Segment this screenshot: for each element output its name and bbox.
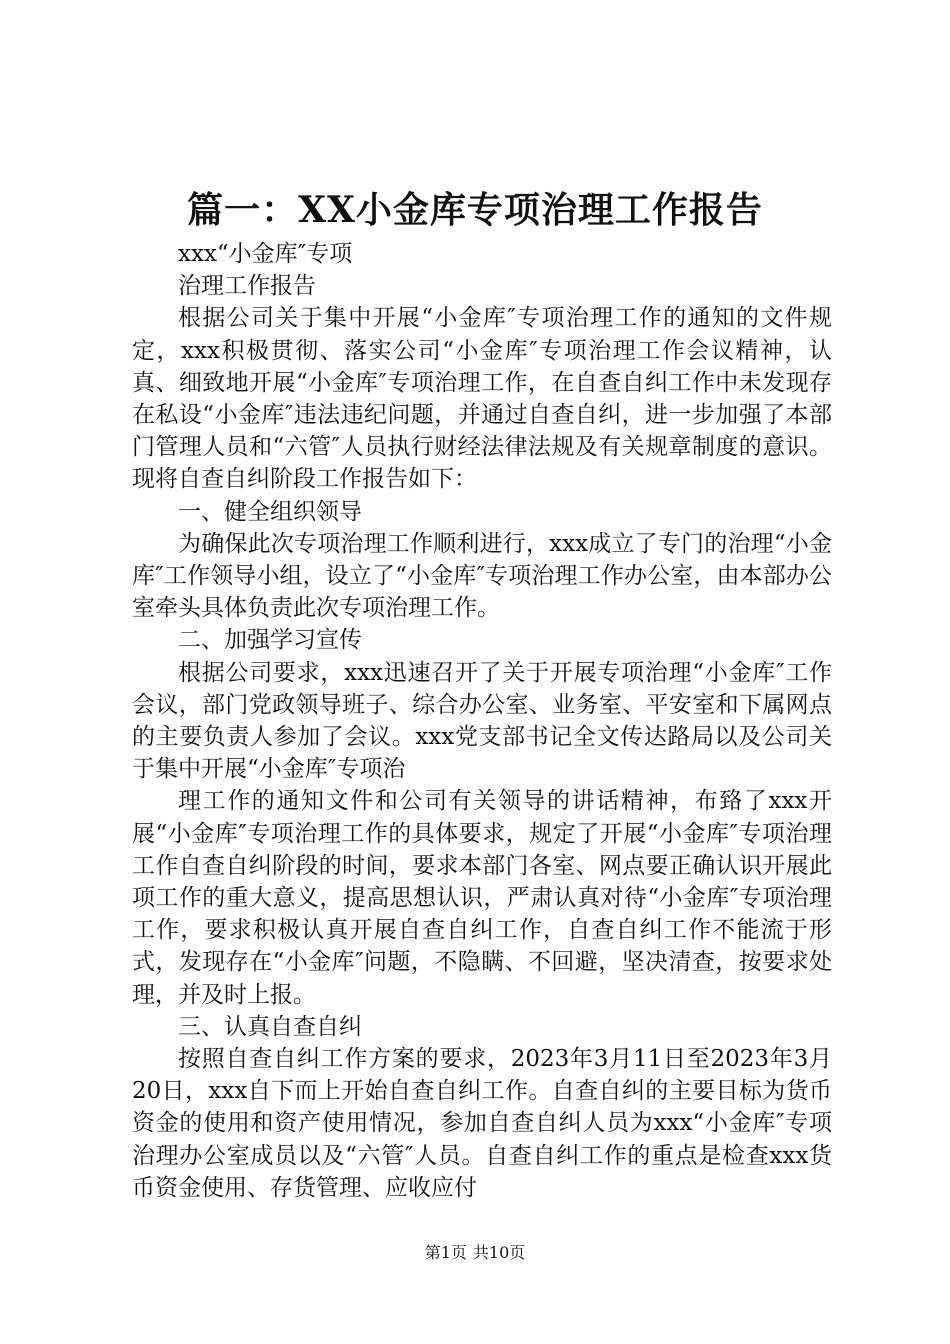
body-paragraph: xxx“小金库″专项	[178, 241, 353, 267]
page-footer	[0, 1242, 950, 1264]
body-paragraph: 按照自查自纠工作方案的要求，2023年3月11日至2023年3月20日，xxx自下而上开始自查自纠工作。自查自纠的主要目标为货币资金的使用和资产使用情况，参加自查自纠人员为xxx“小金库″专项治理办公室成员以及“六管″人员。自查自纠工作的重点是检查xxx货币资金使用、存货管理、应收应付	[132, 1046, 832, 1201]
page-number: 第1页	[424, 1243, 467, 1262]
document-title: 篇一：XX小金库专项治理工作报告	[187, 189, 763, 231]
body-paragraph: 理工作的通知文件和公司有关领导的讲话精神，布臵了xxx开展“小金库″专项治理工作的具体要求，规定了开展“小金库″专项治理工作自查自纠阶段的时间，要求本部门各室、网点要正确认识开展此项工作的重大意义，提高思想认识，严肃认真对待“小金库″专项治理工作，要求积极认真开展自查自纠工作，自查自纠工作不能流于形式，发现存在“小金库″问题，不隐瞒、不回避，坚决清查，按要求处理，并及时上报。	[132, 788, 832, 1008]
section-heading: 三、认真自查自纠	[178, 1013, 362, 1040]
page-total: 共10页	[472, 1243, 526, 1262]
body-paragraph: 根据公司要求，xxx迅速召开了关于开展专项治理“小金库″工作会议，部门党政领导班子、综合办公室、业务室、平安室和下属网点的主要负责人参加了会议。xxx党支部书记全文传达路局以及公司关于集中开展“小金库″专项治	[132, 659, 832, 783]
section-heading: 一、健全组织领导	[178, 498, 362, 525]
body-paragraph: 治理工作报告	[178, 273, 316, 300]
body-paragraph: 根据公司关于集中开展“小金库″专项治理工作的通知的文件规定，xxx积极贯彻、落实公司“小金库″专项治理工作会议精神，认真、细致地开展“小金库″专项治理工作，在自查自纠工作中未发现存在私设“小金库″违法违纪问题，并通过自查自纠，进一步加强了本部门管理人员和“六管″人员执行财经法律法规及有关规章制度的意识。现将自查自纠阶段工作报告如下：	[132, 305, 832, 493]
body-paragraph: 为确保此次专项治理工作顺利进行，xxx成立了专门的治理“小金库″工作领导小组，设立了“小金库″专项治理工作办公室，由本部办公室牵头具体负责此次专项治理工作。	[132, 530, 832, 622]
document-body	[132, 238, 832, 1204]
section-heading: 二、加强学习宣传	[178, 627, 362, 654]
